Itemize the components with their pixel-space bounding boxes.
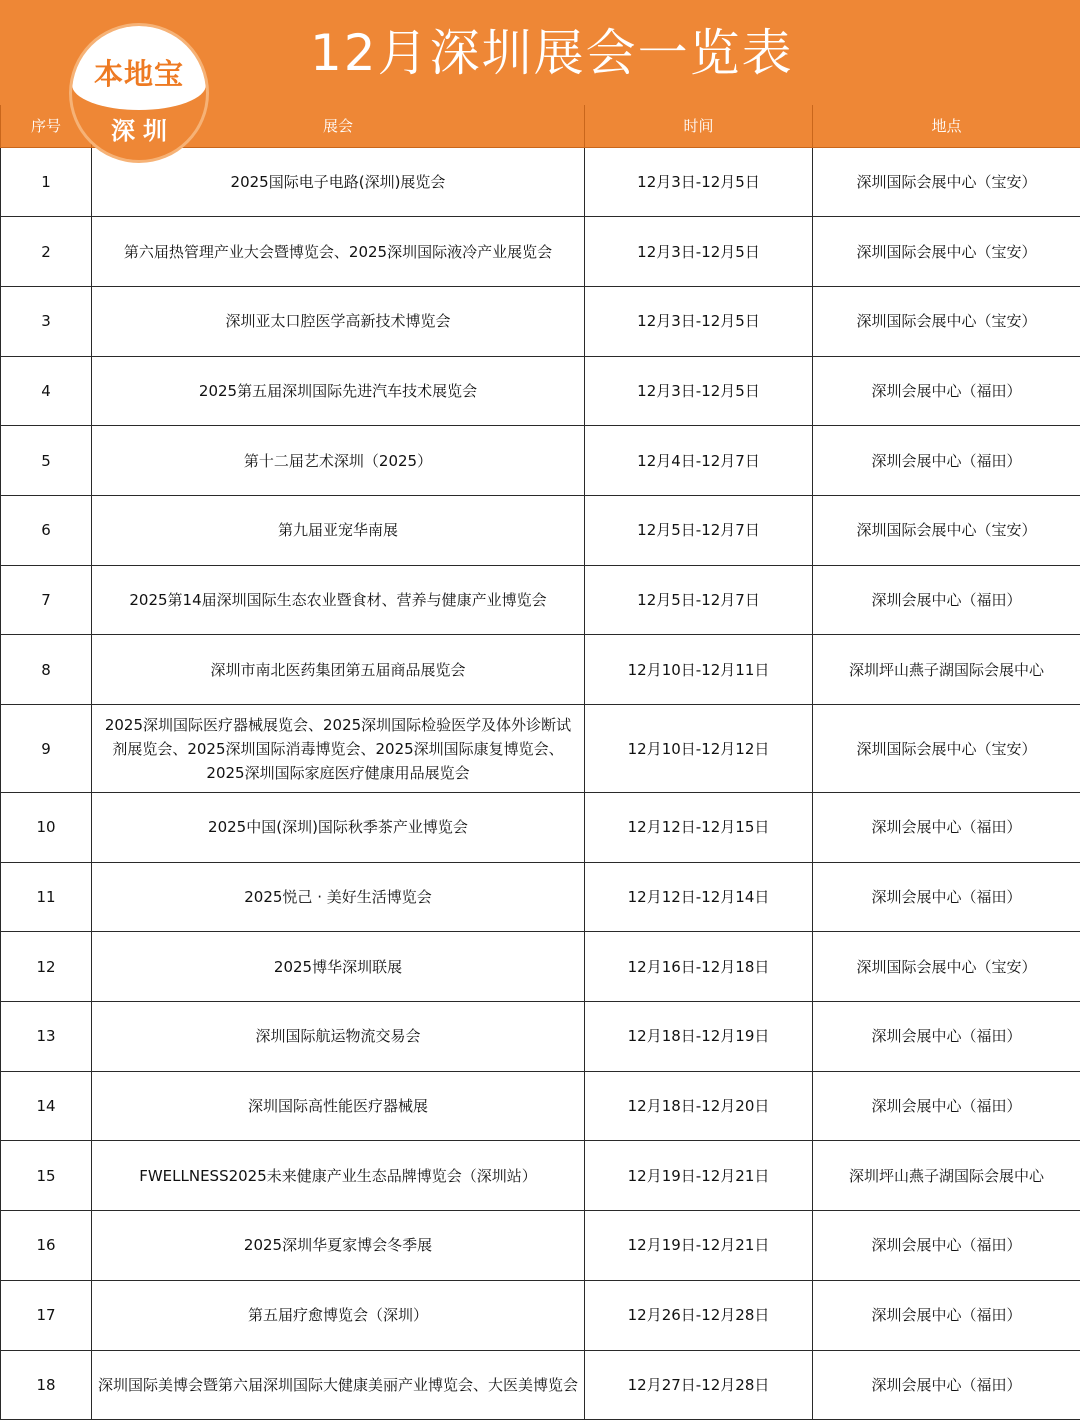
cell-venue: 深圳会展中心（福田）: [813, 356, 1080, 426]
cell-date: 12月18日-12月20日: [585, 1071, 813, 1141]
table-row: [1, 1141, 1080, 1211]
cell-date: 12月4日-12月7日: [585, 426, 813, 496]
logo-city-text: 深圳: [111, 117, 175, 145]
table-row: [1, 565, 1080, 635]
cell-no: 4: [1, 356, 92, 426]
cell-no: 2: [1, 217, 92, 287]
cell-venue: 深圳国际会展中心（宝安）: [813, 705, 1080, 793]
cell-venue: 深圳国际会展中心（宝安）: [813, 495, 1080, 565]
cell-no: 12: [1, 932, 92, 1002]
cell-no: 16: [1, 1211, 92, 1281]
cell-date: 12月18日-12月19日: [585, 1002, 813, 1072]
cell-no: 6: [1, 495, 92, 565]
cell-name: 第十二届艺术深圳（2025）: [92, 426, 585, 496]
column-header-no: 序号: [1, 105, 92, 147]
table-row: [1, 1211, 1080, 1281]
cell-no: 14: [1, 1071, 92, 1141]
cell-date: 12月3日-12月5日: [585, 147, 813, 217]
cell-name: FWELLNESS2025未来健康产业生态品牌博览会（深圳站）: [92, 1141, 585, 1211]
cell-date: 12月27日-12月28日: [585, 1350, 813, 1420]
table-row: [1, 147, 1080, 217]
cell-date: 12月12日-12月15日: [585, 793, 813, 863]
table-row: [1, 635, 1080, 705]
cell-no: 8: [1, 635, 92, 705]
cell-venue: 深圳坪山燕子湖国际会展中心: [813, 635, 1080, 705]
exhibition-table: [0, 105, 1080, 1420]
cell-no: 13: [1, 1002, 92, 1072]
cell-name: 第九届亚宠华南展: [92, 495, 585, 565]
cell-venue: 深圳会展中心（福田）: [813, 1350, 1080, 1420]
cell-no: 1: [1, 147, 92, 217]
cell-date: 12月5日-12月7日: [585, 565, 813, 635]
column-header-venue: 地点: [813, 105, 1080, 147]
cell-date: 12月3日-12月5日: [585, 286, 813, 356]
table-row: [1, 1280, 1080, 1350]
cell-date: 12月16日-12月18日: [585, 932, 813, 1002]
cell-date: 12月5日-12月7日: [585, 495, 813, 565]
cell-no: 3: [1, 286, 92, 356]
cell-no: 15: [1, 1141, 92, 1211]
cell-name: 深圳亚太口腔医学高新技术博览会: [92, 286, 585, 356]
cell-venue: 深圳会展中心（福田）: [813, 1071, 1080, 1141]
cell-no: 17: [1, 1280, 92, 1350]
bendibao-logo: [72, 26, 206, 160]
cell-date: 12月10日-12月12日: [585, 705, 813, 793]
cell-venue: 深圳会展中心（福田）: [813, 1002, 1080, 1072]
cell-venue: 深圳会展中心（福田）: [813, 862, 1080, 932]
cell-venue: 深圳国际会展中心（宝安）: [813, 147, 1080, 217]
table-row: [1, 1350, 1080, 1420]
cell-date: 12月26日-12月28日: [585, 1280, 813, 1350]
cell-name: 2025第14届深圳国际生态农业暨食材、营养与健康产业博览会: [92, 565, 585, 635]
cell-no: 11: [1, 862, 92, 932]
cell-name: 2025深圳国际医疗器械展览会、2025深圳国际检验医学及体外诊断试剂展览会、2025深圳国际消毒博览会、2025深圳国际康复博览会、2025深圳国际家庭医疗健康用品展览会: [92, 705, 585, 793]
cell-name: 2025博华深圳联展: [92, 932, 585, 1002]
cell-date: 12月12日-12月14日: [585, 862, 813, 932]
table-row: [1, 356, 1080, 426]
cell-name: 2025国际电子电路(深圳)展览会: [92, 147, 585, 217]
cell-no: 10: [1, 793, 92, 863]
page-title: 12月深圳展会一览表: [310, 24, 794, 82]
cell-name: 第五届疗愈博览会（深圳）: [92, 1280, 585, 1350]
cell-name: 2025第五届深圳国际先进汽车技术展览会: [92, 356, 585, 426]
cell-venue: 深圳坪山燕子湖国际会展中心: [813, 1141, 1080, 1211]
cell-venue: 深圳国际会展中心（宝安）: [813, 217, 1080, 287]
cell-venue: 深圳国际会展中心（宝安）: [813, 286, 1080, 356]
column-header-date: 时间: [585, 105, 813, 147]
cell-name: 2025深圳华夏家博会冬季展: [92, 1211, 585, 1281]
cell-venue: 深圳会展中心（福田）: [813, 1280, 1080, 1350]
cell-name: 深圳国际高性能医疗器械展: [92, 1071, 585, 1141]
cell-date: 12月19日-12月21日: [585, 1141, 813, 1211]
cell-name: 第六届热管理产业大会暨博览会、2025深圳国际液冷产业展览会: [92, 217, 585, 287]
table-row: [1, 1002, 1080, 1072]
cell-no: 7: [1, 565, 92, 635]
cell-name: 深圳国际美博会暨第六届深圳国际大健康美丽产业博览会、大医美博览会: [92, 1350, 585, 1420]
cell-date: 12月3日-12月5日: [585, 217, 813, 287]
logo-brand-text: 本地宝: [93, 57, 184, 91]
cell-name: 2025中国(深圳)国际秋季茶产业博览会: [92, 793, 585, 863]
cell-name: 深圳市南北医药集团第五届商品展览会: [92, 635, 585, 705]
table-row: [1, 1071, 1080, 1141]
table-row: [1, 862, 1080, 932]
cell-date: 12月19日-12月21日: [585, 1211, 813, 1281]
table-row: [1, 495, 1080, 565]
column-header-name: 展会: [92, 105, 585, 147]
cell-venue: 深圳国际会展中心（宝安）: [813, 932, 1080, 1002]
cell-date: 12月3日-12月5日: [585, 356, 813, 426]
table-row: [1, 793, 1080, 863]
table-row: [1, 286, 1080, 356]
cell-venue: 深圳会展中心（福田）: [813, 426, 1080, 496]
cell-venue: 深圳会展中心（福田）: [813, 793, 1080, 863]
table-row: [1, 217, 1080, 287]
cell-no: 18: [1, 1350, 92, 1420]
cell-venue: 深圳会展中心（福田）: [813, 565, 1080, 635]
table-row: [1, 426, 1080, 496]
cell-name: 2025悦己 · 美好生活博览会: [92, 862, 585, 932]
table-row: [1, 932, 1080, 1002]
cell-date: 12月10日-12月11日: [585, 635, 813, 705]
cell-no: 9: [1, 705, 92, 793]
cell-name: 深圳国际航运物流交易会: [92, 1002, 585, 1072]
table-row: [1, 705, 1080, 793]
cell-venue: 深圳会展中心（福田）: [813, 1211, 1080, 1281]
cell-no: 5: [1, 426, 92, 496]
